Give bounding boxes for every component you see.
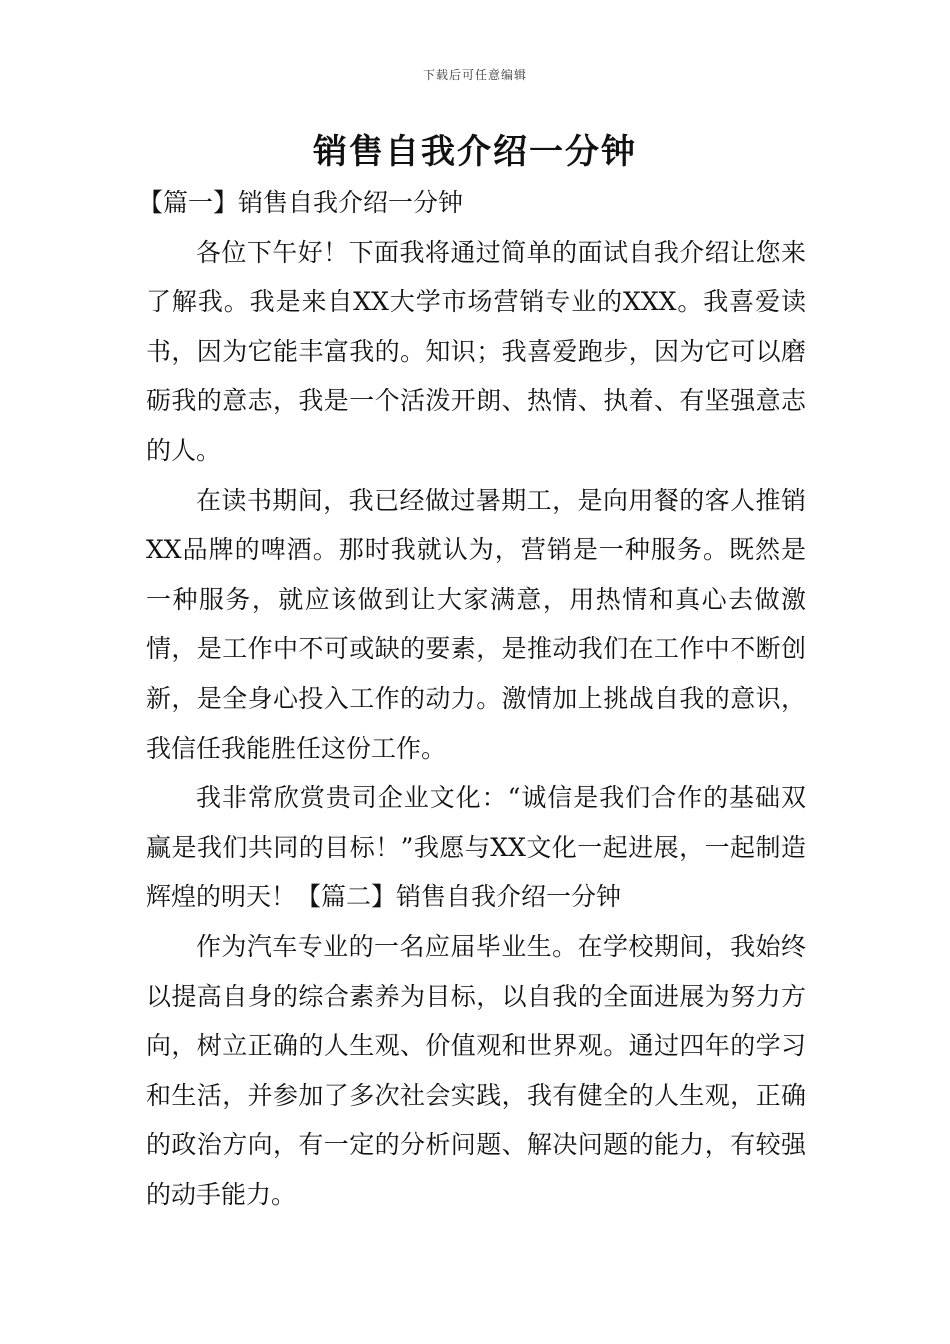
paragraph-1: 各位下午好！下面我将通过简单的面试自我介绍让您来了解我。我是来自XX大学市场营销专业的XXX。我喜爱读书，因为它能丰富我的。知识；我喜爱跑步，因为它可以磨砺我的意志，我是一个活泼开朗、热情、执着、有坚强意志的人。 xyxy=(146,237,806,465)
section-heading-1: 【篇一】销售自我介绍一分钟 xyxy=(138,188,464,217)
document-title: 销售自我介绍一分钟 xyxy=(313,132,637,172)
paragraph-4: 作为汽车专业的一名应届毕业生。在学校期间，我始终以提高自身的综合素养为目标，以自我的全面进展为努力方向，树立正确的人生观、价值观和世界观。通过四年的学习和生活，并参加了多次社会实践，我有健全的人生观，正确的政治方向，有一定的分析问题、解决问题的能力，有较强的动手能力。 xyxy=(146,931,806,1209)
paragraph-2: 在读书期间，我已经做过暑期工，是向用餐的客人推销XX品牌的啤酒。那时我就认为，营销是一种服务。既然是一种服务，就应该做到让大家满意，用热情和真心去做激情，是工作中不可或缺的要素，是推动我们在工作中不断创新，是全身心投入工作的动力。激情加上挑战自我的意识，我信任我能胜任这份工作。 xyxy=(146,485,806,763)
paragraph-3: 我非常欣赏贵司企业文化：“诚信是我们合作的基础双赢是我们共同的目标！”我愿与XX文化一起进展，一起制造辉煌的明天！【篇二】销售自我介绍一分钟 xyxy=(146,783,806,912)
document-body xyxy=(138,178,806,1219)
header-note: 下载后可任意编辑 xyxy=(422,68,527,82)
